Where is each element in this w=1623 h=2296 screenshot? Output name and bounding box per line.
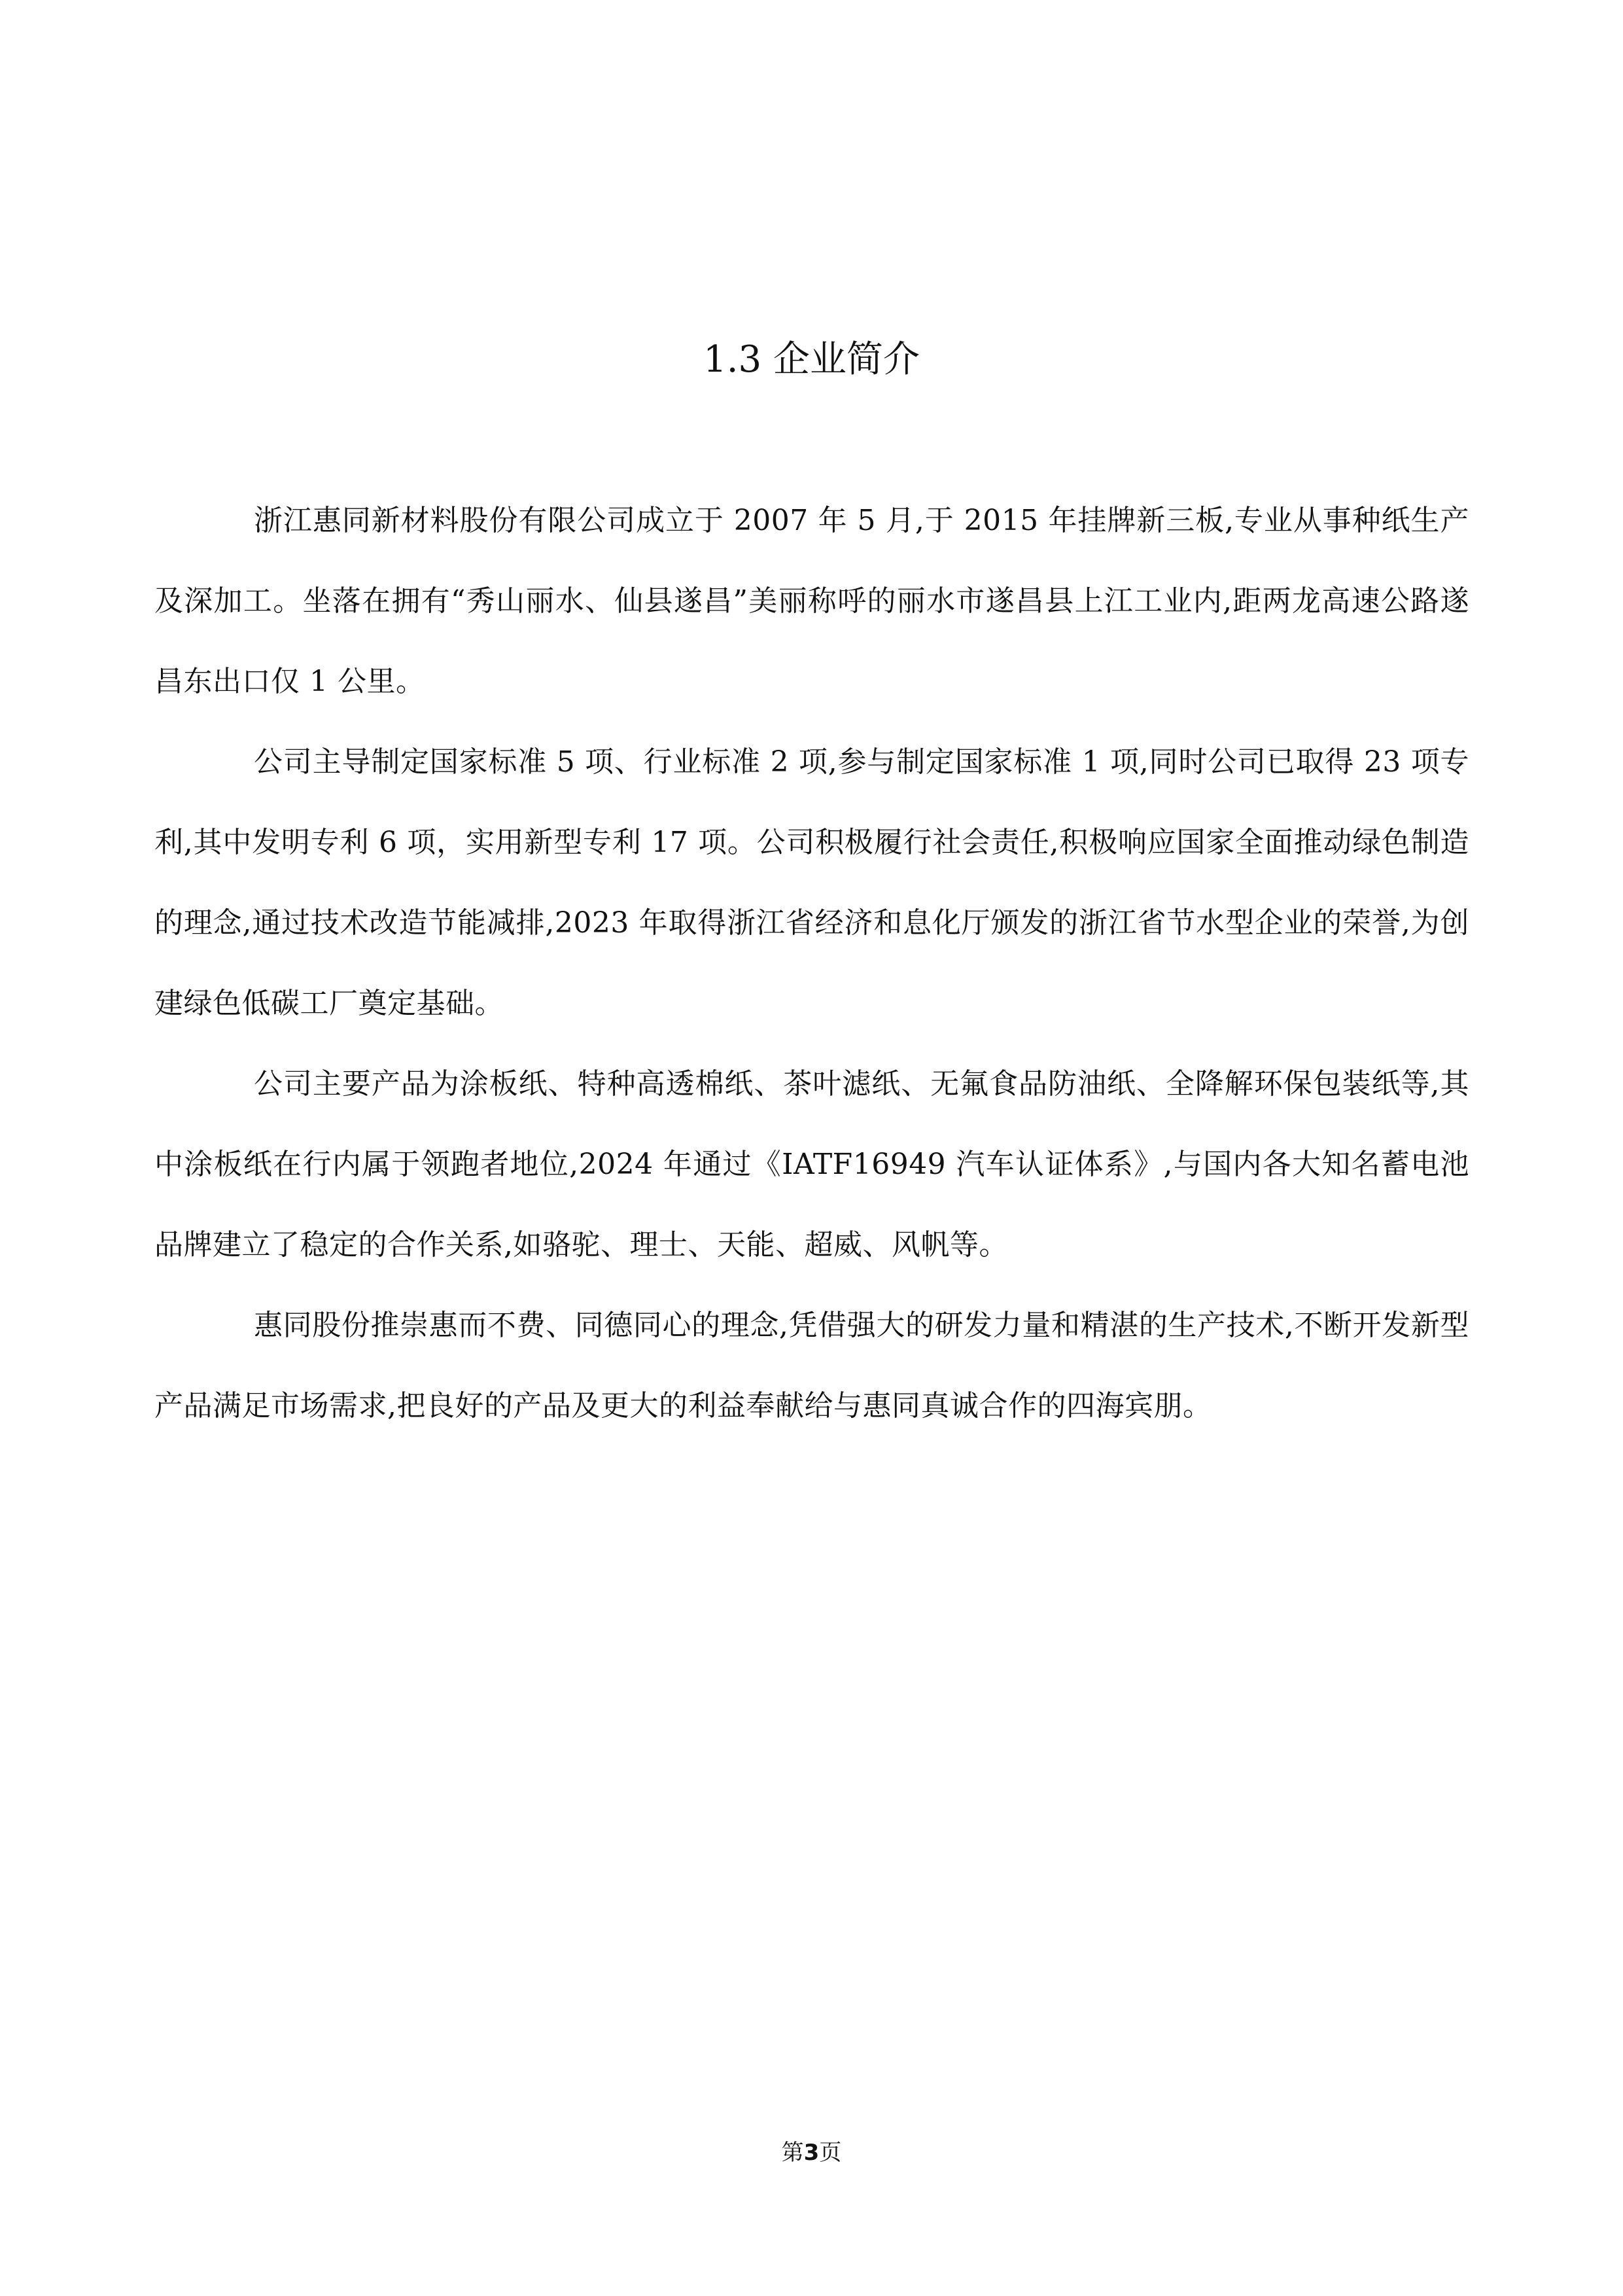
page-footer bbox=[0, 2136, 1623, 2169]
paragraph-philosophy: 惠同股份推崇惠而不费、同德同心的理念,凭借强大的研发力量和精湛的生产技术,不断开发新型产品满足市场需求,把良好的产品及更大的利益奉献给与惠同真诚合作的四海宾朋。 bbox=[154, 1309, 1469, 1422]
paragraph-products: 公司主要产品为涂板纸、特种高透棉纸、茶叶滤纸、无氟食品防油纸、全降解环保包装纸等,其中涂板纸在行内属于领跑者地位,2024 年通过《IATF16949 汽车认证体系》,与国内各大知名蓄电池品牌建立了稳定的合作关系,如骆驼、理士、天能、超威、风帆等。 bbox=[154, 1067, 1469, 1262]
page-number: 3 bbox=[803, 2140, 820, 2166]
page-number-suffix: 页 bbox=[819, 2140, 842, 2166]
section-title: 1.3 企业简介 bbox=[703, 338, 920, 381]
paragraph-company-overview: 浙江惠同新材料股份有限公司成立于 2007 年 5 月,于 2015 年挂牌新三板,专业从事种纸生产及深加工。坐落在拥有“秀山丽水、仙县遂昌”美丽称呼的丽水市遂昌县上江工业内,距两龙高速公路遂昌东出口仅 1 公里。 bbox=[154, 504, 1469, 698]
paragraph-standards-patents: 公司主导制定国家标准 5 项、行业标准 2 项,参与制定国家标准 1 项,同时公司已取得 23 项专利,其中发明专利 6 项，实用新型专利 17 项。公司积极履行社会责任,积极响应国家全面推动绿色制造的理念,通过技术改造节能减排,2023 年取得浙江省经济和息化厅颁发的浙江省节水型企业的荣誉,为创建绿色低碳工厂奠定基础。 bbox=[154, 745, 1469, 1020]
page-number-prefix: 第 bbox=[781, 2140, 804, 2166]
document-body bbox=[154, 480, 1469, 1446]
